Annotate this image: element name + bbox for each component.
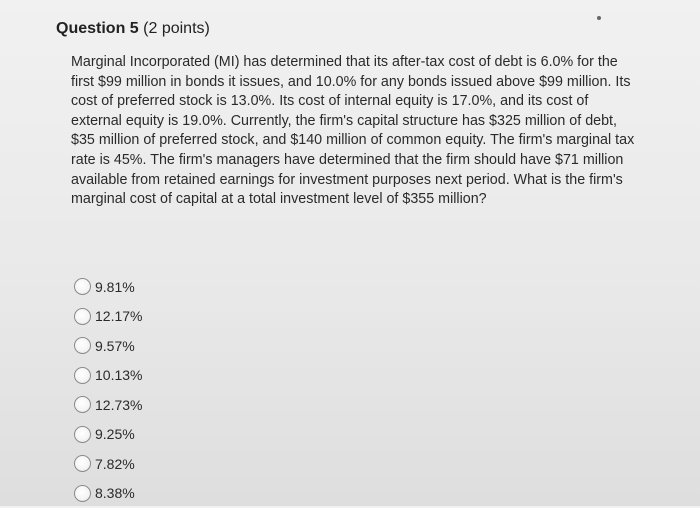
answer-option-7[interactable] [74,449,142,479]
radio-button[interactable] [74,308,91,325]
question-header [56,20,210,38]
radio-button[interactable] [74,485,91,502]
answer-option-4[interactable] [74,361,142,391]
answer-options [74,272,142,508]
answer-label: 9.25% [95,426,135,442]
answer-option-8[interactable] [74,479,142,508]
answer-option-1[interactable] [74,272,142,302]
answer-option-3[interactable] [74,331,142,361]
answer-label: 10.13% [95,367,142,383]
answer-label: 12.17% [95,308,142,324]
radio-button[interactable] [74,337,91,354]
radio-button[interactable] [74,278,91,295]
radio-button[interactable] [74,426,91,443]
answer-option-5[interactable] [74,390,142,420]
answer-label: 9.57% [95,338,135,354]
decorative-dot [597,16,601,20]
answer-label: 8.38% [95,485,135,501]
question-number: Question 5 [56,20,139,37]
answer-option-2[interactable] [74,302,142,332]
answer-label: 7.82% [95,456,135,472]
question-text: Marginal Incorporated (MI) has determined that its after-tax cost of debt is 6.0% for the first $99 million in bonds it issues, and 10.0% for any bonds issued above $99 million. Its cost of preferred stock is 13.0%. Its cost of internal equity is 17.0%, and its cost of external equity is 19.0%. Currently, the firm's capital structure has $325 million of debt, $35 million of preferred stock, and $140 million of common equity. The firm's marginal tax rate is 45%. The firm's managers have determined that the firm should have $71 million available from retained earnings for investment purposes next period. What is the firm's marginal cost of capital at a total investment level of $355 million? [71,53,641,210]
answer-label: 9.81% [95,279,135,295]
radio-button[interactable] [74,396,91,413]
radio-button[interactable] [74,455,91,472]
question-points: (2 points) [143,20,210,37]
radio-button[interactable] [74,367,91,384]
answer-option-6[interactable] [74,420,142,450]
answer-label: 12.73% [95,397,142,413]
